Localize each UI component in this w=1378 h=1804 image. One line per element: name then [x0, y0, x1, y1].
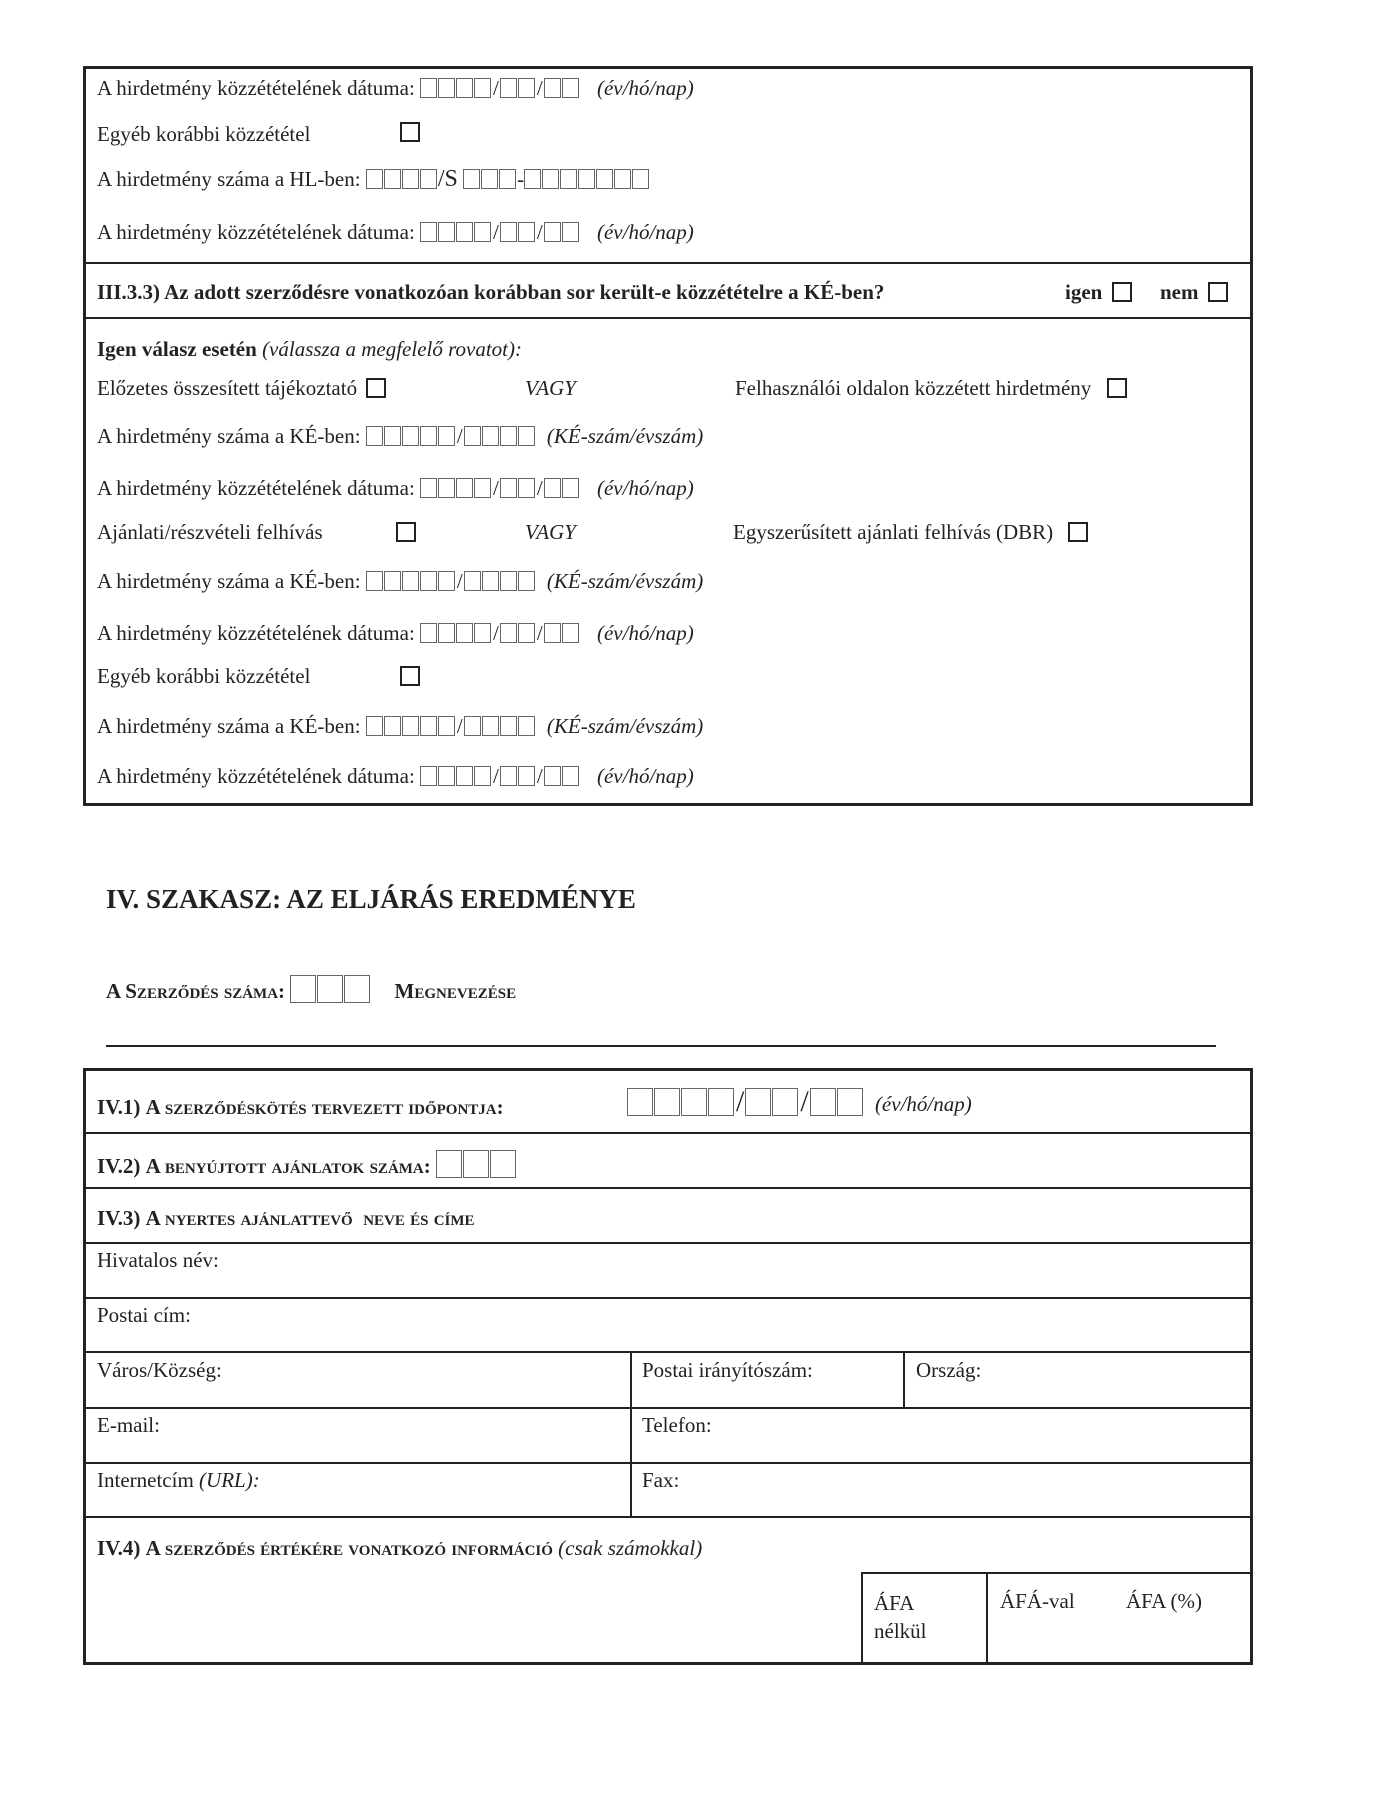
slash: / [536, 476, 543, 500]
ke-date-row-1 [97, 476, 694, 500]
date-year-field[interactable] [420, 220, 492, 244]
divider [83, 1462, 1253, 1464]
hl-number-label: A hirdetmény száma a HL-ben: [97, 167, 361, 191]
ke-number-label: A hirdetmény száma a KÉ-ben: [97, 424, 361, 448]
ke-number-hint: (KÉ-szám/évszám) [546, 714, 704, 738]
date-month-field[interactable] [500, 76, 536, 100]
other-prev-label: Egyéb korábbi közzététel [97, 664, 311, 688]
hl-number-separator: /S [437, 166, 458, 192]
vat-incl-field[interactable]: ÁFÁ-val [1000, 1589, 1075, 1613]
or-label: VAGY [525, 376, 576, 400]
date-day-field[interactable] [544, 764, 580, 788]
country-field[interactable]: Ország: [916, 1358, 982, 1382]
other-prev-row [97, 122, 310, 146]
divider [83, 1516, 1253, 1518]
ke-number-hint: (KÉ-szám/évszám) [546, 424, 704, 448]
iv3-row [97, 1206, 475, 1230]
date-hint: (év/hó/nap) [596, 476, 694, 500]
internet-hint: (URL): [199, 1468, 260, 1492]
iv3-num: IV.3) [97, 1206, 141, 1230]
internet-field[interactable] [97, 1468, 260, 1492]
postal-code-field[interactable]: Postai irányítószám: [642, 1358, 813, 1382]
date-hint: (év/hó/nap) [596, 621, 694, 645]
ke-number-hint: (KÉ-szám/évszám) [546, 569, 704, 593]
other-prev-checkbox-2[interactable] [400, 666, 420, 686]
ke-number-field[interactable] [366, 569, 456, 593]
yes-checkbox[interactable] [1112, 282, 1132, 302]
iv1-hint: (év/hó/nap) [874, 1092, 972, 1116]
iv4-hint: (csak számokkal) [558, 1536, 703, 1560]
divider [83, 1242, 1253, 1244]
ke-number-label: A hirdetmény száma a KÉ-ben: [97, 714, 361, 738]
contract-number-row [106, 975, 516, 1003]
iv4-num: IV.4) [97, 1536, 141, 1560]
yes-header-bold: Igen válasz esetén [97, 337, 257, 361]
date-month-field[interactable] [500, 476, 536, 500]
ke-date-row-2 [97, 621, 694, 645]
invitation-label: Ajánlati/részvételi felhívás [97, 520, 323, 544]
date-year-field[interactable] [420, 621, 492, 645]
hl-date-row-1: A hirdetmény közzétételének dátuma: / / (év/hó/nap) [97, 76, 694, 100]
city-field[interactable]: Város/Község: [97, 1358, 222, 1382]
date-month-field[interactable] [500, 764, 536, 788]
contract-name-underline[interactable] [106, 1045, 1216, 1047]
vat-pct-field[interactable]: ÁFA (%) [1126, 1589, 1203, 1613]
other-prev-checkbox[interactable] [400, 122, 420, 142]
iv1-row [97, 1095, 504, 1119]
ke-date-row-3 [97, 764, 694, 788]
date-year-field[interactable] [420, 764, 492, 788]
prelim-checkbox[interactable] [366, 378, 386, 398]
hl-number-row [97, 167, 650, 191]
contract-number-field[interactable] [290, 979, 371, 1003]
invitation-checkbox[interactable] [396, 522, 416, 542]
ke-number-field[interactable] [366, 424, 456, 448]
other-prev-row-2 [97, 664, 310, 688]
iv4-label: A szerződés értékére vonatkozó információ [145, 1536, 553, 1560]
divider [83, 1187, 1253, 1189]
ke-number-row-3 [97, 714, 703, 738]
date-day-field[interactable] [810, 1092, 864, 1116]
iv4-row [97, 1536, 702, 1560]
yes-header-italic: (válassza a megfelelő rovatot): [262, 337, 522, 361]
date-label: A hirdetmény közzétételének dátuma: [97, 476, 415, 500]
or-label: VAGY [525, 520, 576, 544]
date-label: A hirdetmény közzétételének dátuma: [97, 764, 415, 788]
no-checkbox[interactable] [1208, 282, 1228, 302]
date-day-field[interactable] [544, 220, 580, 244]
offers-count-field[interactable] [436, 1154, 517, 1178]
divider [861, 1572, 1253, 1574]
q333-question: III.3.3) Az adott szerződésre vonatkozóan korábban sor került-e közzétételre a KÉ-ben? [97, 280, 885, 304]
date-label: A hirdetmény közzétételének dátuma: [97, 621, 415, 645]
iv3-label: A nyertes ajánlattevő neve és címe [145, 1206, 475, 1230]
ke-number-row-2 [97, 569, 703, 593]
ke-number-field[interactable] [366, 714, 456, 738]
date-month-field[interactable] [500, 621, 536, 645]
official-name-field[interactable]: Hivatalos név: [97, 1248, 219, 1272]
slash: / [493, 621, 499, 645]
date-day-field[interactable] [544, 621, 580, 645]
contract-number-label: A Szerződés száma: [106, 979, 286, 1003]
divider [83, 1351, 1253, 1353]
date-year-field[interactable] [420, 476, 492, 500]
date-day-field[interactable] [544, 476, 580, 500]
divider [986, 1572, 988, 1665]
hl-number-dash: - [517, 167, 525, 191]
ke-number-label: A hirdetmény száma a KÉ-ben: [97, 569, 361, 593]
divider [861, 1572, 863, 1665]
slash: / [536, 621, 543, 645]
q333-no [1160, 280, 1228, 304]
iv2-label: A benyújtott ajánlatok száma: [145, 1154, 431, 1178]
iv1-date: / / (év/hó/nap) [627, 1088, 972, 1116]
ke-number-row-1 [97, 424, 703, 448]
yes-section-header [97, 337, 522, 361]
iv2-row [97, 1150, 517, 1178]
divider [83, 317, 1253, 319]
date-year-field[interactable] [627, 1092, 735, 1116]
date-hint: (év/hó/nap) [596, 220, 694, 244]
date-hint: (év/hó/nap) [596, 76, 694, 100]
iv1-label: A szerződéskötés tervezett időpontja: [145, 1095, 504, 1119]
ke-year-field[interactable] [464, 569, 536, 593]
vat-excl-label-1: ÁFA [874, 1591, 915, 1615]
date-label: A hirdetmény közzétételének dátuma: [97, 220, 415, 244]
date-year-field[interactable] [420, 76, 492, 100]
hl-number-field[interactable] [366, 167, 650, 191]
slash: / [536, 764, 543, 788]
other-prev-label: Egyéb korábbi közzététel [97, 122, 311, 146]
ke-year-field[interactable] [464, 714, 536, 738]
buyer-profile-label: Felhasználói oldalon közzétett hirdetmény [735, 376, 1092, 400]
ke-year-field[interactable] [464, 424, 536, 448]
hl-date-row-2: A hirdetmény közzétételének dátuma: / / (év/hó/nap) [97, 220, 694, 244]
invitation-row [97, 520, 323, 544]
vat-excl-label-2: nélkül [874, 1619, 927, 1643]
fax-field[interactable]: Fax: [642, 1468, 680, 1492]
date-month-field[interactable] [500, 220, 536, 244]
email-field[interactable]: E-mail: [97, 1413, 160, 1437]
vat-excl-field[interactable] [874, 1589, 927, 1645]
buyer-profile-row [735, 376, 1127, 400]
divider [83, 1407, 1253, 1409]
prelim-label: Előzetes összesített tájékoztató [97, 376, 358, 400]
iv1-num: IV.1) [97, 1095, 141, 1119]
slash: / [456, 714, 463, 738]
date-day-field[interactable] [544, 76, 580, 100]
date-hint: (év/hó/nap) [596, 764, 694, 788]
prelim-row [97, 376, 386, 400]
simplified-label: Egyszerűsített ajánlati felhívás (DBR) [733, 520, 1054, 544]
divider [630, 1351, 632, 1516]
internet-label: Internetcím [97, 1468, 194, 1492]
date-month-field[interactable] [745, 1092, 799, 1116]
divider [83, 1132, 1253, 1134]
slash: / [456, 424, 463, 448]
q333-yes [1065, 280, 1132, 304]
phone-field[interactable]: Telefon: [642, 1413, 712, 1437]
postal-address-field[interactable]: Postai cím: [97, 1303, 191, 1327]
slash: / [493, 476, 499, 500]
buyer-profile-checkbox[interactable] [1107, 378, 1127, 398]
slash: / [493, 764, 499, 788]
no-label: nem [1160, 280, 1199, 304]
yes-label: igen [1065, 280, 1103, 304]
section-title: IV. SZAKASZ: AZ ELJÁRÁS EREDMÉNYE [106, 884, 636, 914]
contract-name-label: Megnevezése [394, 979, 517, 1003]
iv2-num: IV.2) [97, 1154, 141, 1178]
simplified-checkbox[interactable] [1068, 522, 1088, 542]
slash: / [456, 569, 463, 593]
divider [83, 262, 1253, 264]
date-label: A hirdetmény közzétételének dátuma: [97, 76, 415, 100]
divider [83, 1297, 1253, 1299]
simplified-row [733, 520, 1088, 544]
divider [903, 1351, 905, 1408]
